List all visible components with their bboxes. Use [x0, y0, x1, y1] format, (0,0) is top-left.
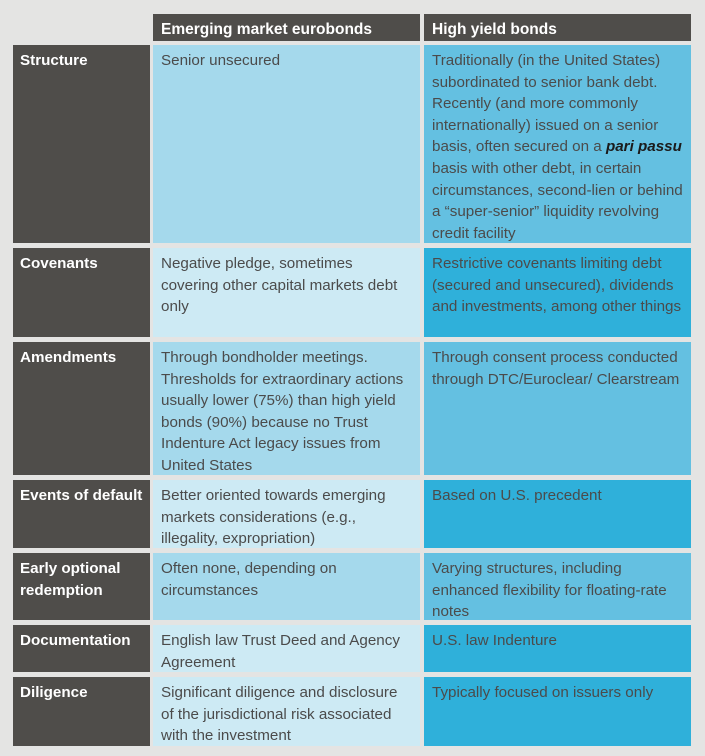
structure-emerging: Senior unsecured: [153, 45, 420, 243]
pari-passu-term: pari passu: [605, 138, 682, 156]
covenants-emerging: Negative pledge, sometimes covering other capital markets debt only: [153, 248, 420, 337]
diligence-high-yield: Typically focused on issuers only: [424, 677, 691, 746]
diligence-emerging: Significant diligence and disclosure of the jurisdictional risk associated with the investment: [153, 677, 420, 746]
row-label-documentation: Documentation: [13, 625, 150, 672]
events-of-default-emerging: Better oriented towards emerging markets considerations (e.g., illegality, expropriation): [153, 480, 420, 548]
amendments-high-yield: Through consent process conducted through DTC/Euroclear/ Clearstream: [424, 342, 691, 475]
row-label-covenants: Covenants: [13, 248, 150, 337]
covenants-high-yield: Restrictive covenants limiting debt (secured and unsecured), dividends and investments, among other things: [424, 248, 691, 337]
row-label-amendments: Amendments: [13, 342, 150, 475]
row-label-events-of-default: Events of default: [13, 480, 150, 548]
header-high-yield-bonds: High yield bonds: [424, 14, 691, 41]
row-label-structure: Structure: [13, 45, 150, 243]
events-of-default-high-yield: Based on U.S. precedent: [424, 480, 691, 548]
structure-hy-text-2: basis with other debt, in certain circumstances, second-lien or behind a “super-senior” liquidity revolving credit facility: [432, 159, 683, 242]
early-redemption-emerging: Often none, depending on circumstances: [153, 553, 420, 620]
row-label-diligence: Diligence: [13, 677, 150, 746]
documentation-high-yield: U.S. law Indenture: [424, 625, 691, 672]
row-label-early-optional-redemption: Early optional redemption: [13, 553, 150, 620]
amendments-emerging: Through bondholder meetings. Thresholds for extraordinary actions usually lower (75%) than high yield bonds (90%) because no Trust Indenture Act legacy issues from United States: [153, 342, 420, 475]
documentation-emerging: English law Trust Deed and Agency Agreement: [153, 625, 420, 672]
early-redemption-high-yield: Varying structures, including enhanced flexibility for floating-rate notes: [424, 553, 691, 620]
structure-high-yield: [424, 45, 691, 243]
header-emerging-market-eurobonds: Emerging market eurobonds: [153, 14, 420, 41]
structure-hy-text-1: Traditionally (in the United States) subordinated to senior bank debt. Recently (and more commonly internationally) issued on a senior basis, often secured on a: [432, 52, 661, 156]
